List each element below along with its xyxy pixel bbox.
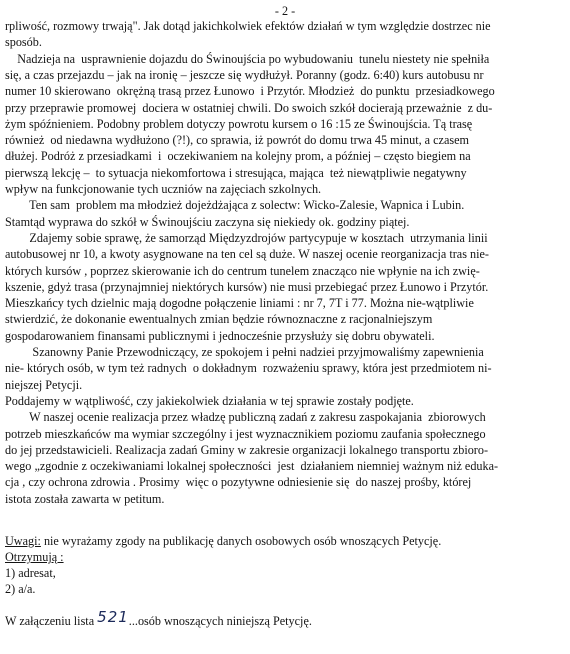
body-line: których kursów , poprzez skierowanie ich do centrum tunelem znacząco nie wpłynie na ich zwię- [5,263,480,278]
body-line: żym spóźnieniem. Podobny problem dotyczy powrotu kursem o 16 :15 ze Świnoujścia. Tą trasę [5,116,473,131]
body-line: wego „zgodnie z oczekiwaniami lokalnej społeczności jest działaniem niemniej ważnym niż eduka- [5,459,499,474]
body-line: dłużej. Podróż z przesiadkami i oczekiwaniem na kolejny prom, a później – często biegiem na [5,149,471,164]
body-line: Stamtąd wyprawa do szkół w Świnoujściu zaczyna się niekiedy ok. godziny piątej. [5,214,410,229]
privacy-note [5,533,441,549]
body-line: Zdajemy sobie sprawę, że samorząd Międzyzdrojów partycypuje w kosztach utrzymania linii [5,230,488,245]
recipient-2: 2) a/a. [5,582,36,596]
body-line: pierwszą lekcję – to sytuacja niekomfortowa i stresująca, mająca też niewątpliwie negatywny [5,165,467,180]
body-line: wpływ na funkcjonowanie tych uczniów na zajęciach szkolnych. [5,182,322,196]
page-number: - 2 - [274,4,296,18]
body-line: Szanowny Panie Przewodniczący, ze spokojem i pełni nadziei przyjmowaliśmy zapewnienia [5,345,484,359]
body-line: również od niedawna wydłużono (?!), co sprawia, iż powrót do domu trwa 45 minut, a czasem [5,133,469,148]
body-line: Nadzieja na usprawnienie dojazdu do Świnoujścia po wybudowaniu tunelu niestety nie spełniła [5,51,490,66]
body-line: do jej przedstawicieli. Realizacja zadań Gminy w zakresie organizacji lokalnego transportu zbioro- [5,442,489,457]
body-line: stwierdzić, że dokonanie ewentualnych zmian będzie równoznaczne z racjonalniejszym [5,312,433,327]
body-line: potrzeb mieszkańców ma wymiar szczególny i jest wyznacznikiem poziomu zaufania społecznego [5,426,486,441]
body-line: cja , czy ochrona zdrowia . Prosimy więc o pozytywne odniesienie się do naszej prośby, której [5,475,472,490]
body-line: nie- których osób, w tym też radnych o dokładnym rozważeniu sprawy, która jest przedmiotem ni- [5,361,492,376]
body-line: W naszej ocenie realizacja przez władzę publiczną zadań z zakresu zaspokajania zbiorowych [5,410,486,425]
note-text: nie wyrażamy zgody na publikację danych osobowych osób wnoszących Petycję. [40,534,442,548]
body-line: rpliwość, rozmowy trwają". Jak dotąd jakichkolwiek efektów działań w tym względzie dostrzec nie [5,19,491,33]
handwritten-count: 521 [97,608,129,626]
note-label: Uwagi: [5,534,41,548]
body-line: niejszej Petycji. [5,377,83,392]
body-line: przy przeprawie promowej dociera w ostatniej chwili. Do swoich szkół docierają przeważnie z du- [5,100,493,115]
body-line: autobusowej nr 10, a kwoty asygnowane na ten cel są duże. W naszej ocenie reorganizacja tras nie- [5,247,489,262]
body-line: Poddajemy w wątpliwość, czy jakiekolwiek działania w tej sprawie zostały podjęte. [5,393,414,408]
body-line: sposób. [5,35,42,50]
body-line: numer 10 skierowano okrężną trasą przez Łunowo i Przytór. Młodzież do punktu przesiadkowego [5,84,495,99]
attachment-suffix: ...osób wnoszących niniejszą Petycję. [128,614,312,628]
attachment-prefix: W załączeniu lista [5,614,98,628]
body-line: istota została zawarta w petitum. [5,491,165,506]
body-line: kszenie, gdyż trasa (przynajmniej niektórych kursów) nie musi przebiegać przez Łunowo i Przytór. [5,279,489,294]
attachment-line [5,608,312,629]
body-line: gospodarowaniem finansami publicznymi i jednocześnie przysłuży się dobru obywateli. [5,328,435,343]
recipients-label: Otrzymują : [5,550,64,564]
body-line: Mieszkańcy tych dzielnic mają dogodne połączenie liniami : nr 7, 7T i 77. Można nie-wątpliwie [5,296,474,311]
body-line: się, a czas przejazdu – jak na ironię – jeszcze się wydłużył. Poranny (godz. 6:40) kurs autobusu nr [5,67,484,82]
recipient-1: 1) adresat, [5,566,56,580]
body-line: Ten sam problem ma młodzież dojeżdżająca z solectw: Wicko-Zalesie, Wapnica i Lubin. [5,198,465,213]
